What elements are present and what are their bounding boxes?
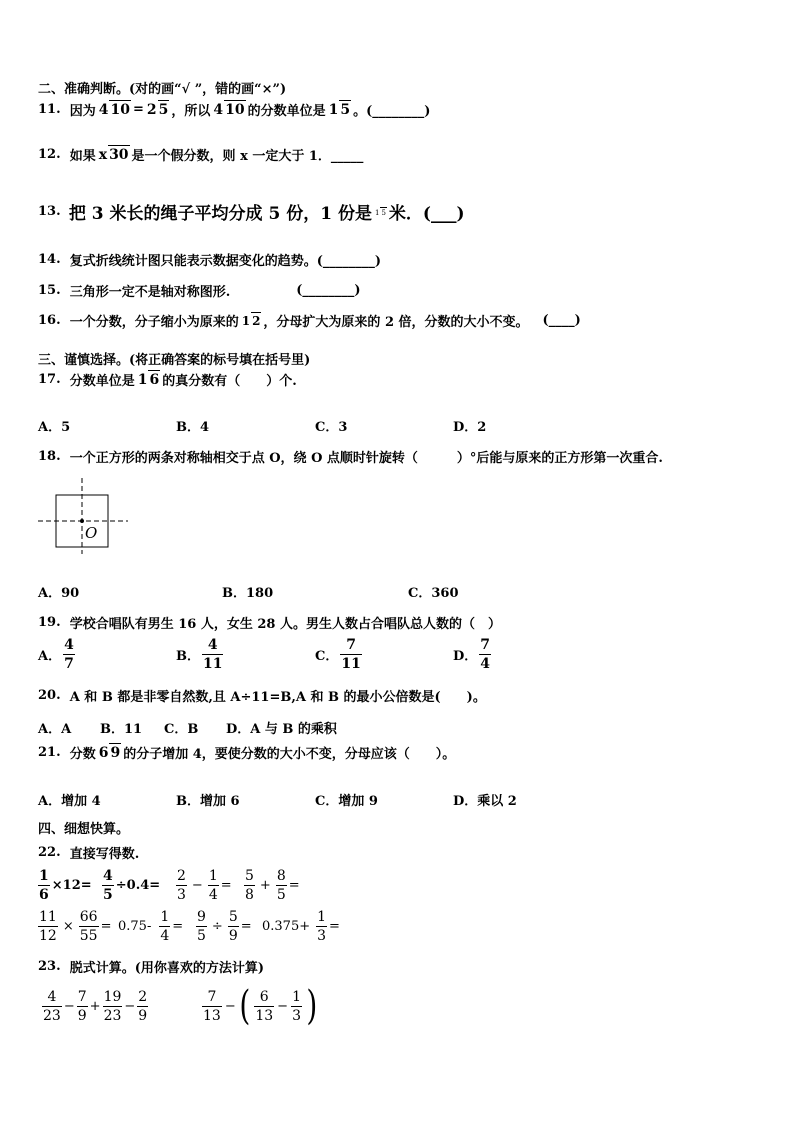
mental-math-item: $\frac{1}{6}$ ×12= [39,868,92,903]
fraction: $\frac{8}{5}$ [276,868,286,903]
fraction: 1 2 [241,314,261,328]
question-number: 20. [38,688,61,703]
option-c[interactable]: C．增加 9 [315,794,378,809]
option-c[interactable]: C．B [164,722,199,737]
answer-blank[interactable]: 复式折线统计图只能表示数据变化的趋势。(________) [69,254,381,269]
left-paren: ( [239,983,251,1029]
mental-math-item: $\frac{2}{3}$ − $\frac{1}{4}$ = [177,868,232,903]
fraction: 1 5 [374,208,386,217]
fraction: 2 5 [146,102,169,118]
fraction: $\frac{6}{13}$ [255,988,274,1024]
fraction: $\frac{7}{9}$ [77,989,87,1024]
option-a[interactable]: A．5 [38,420,71,435]
fraction: $\frac{66}{55}$ [79,909,98,944]
fraction: $\frac{1}{4}$ [160,909,170,944]
question-number: 18. [38,449,61,464]
mental-math-item: $\frac{11}{12}$ × $\frac{66}{55}$ = [39,909,112,944]
mental-math-item: $\frac{4}{5}$ ÷0.4= [103,868,161,903]
option-d[interactable]: D．A 与 B 的乘积 [226,722,337,737]
fraction: 4 10 [98,102,130,118]
fraction: $\frac{1}{6}$ [39,868,49,903]
section-title-3 [38,349,310,368]
fraction: $\frac{11}{12}$ [39,909,57,944]
question-12: 12. 如果 x 30 是一个假分数，则 x 一定大于 1．_____ [38,147,364,164]
option-b[interactable]: B．增加 6 [176,794,240,809]
fraction: $\frac{5}{9}$ [228,909,238,944]
answer-blank[interactable]: 。(________) [353,104,431,119]
option-d[interactable]: D．乘以 2 [453,794,517,809]
expression-2: $\frac{7}{13}$ − ( $\frac{6}{13}$ − $\frac{1}{3}$ ) [203,983,318,1029]
option-a[interactable]: A．增加 4 [38,794,101,809]
question-number: 16. [38,313,61,328]
question-20: 20. A 和 B 都是非零自然数,且 A÷11=B,A 和 B 的最小公倍数是( )。 [38,688,486,705]
question-16: 16. 一个分数，分子缩小为原来的 1 2 ，分母扩大为原来的 2 倍，分数的大小不变。 (____) [38,313,581,330]
fraction: $\frac{19}{23}$ [103,989,122,1024]
expression-1: $\frac{4}{23}$ − $\frac{7}{9}$ + $\frac{19}{23}$ − $\frac{2}{9}$ [43,989,148,1024]
section-title-4 [38,818,129,837]
fraction: $\frac{5}{8}$ [245,868,254,903]
fraction: $\frac{7}{11}$ [341,637,361,672]
section-title-2 [38,78,286,97]
question-number: 22. [38,845,61,860]
question-18: 18. 一个正方形的两条对称轴相交于点 O，绕 O 点顺时针旋转（ ）°后能与原来的正方形第一次重合. [38,449,663,466]
question-21: 21. 分数 6 9 的分子增加 4，要使分数的大小不变，分母应该（ ）。 [38,745,456,762]
mental-math-item: 0.375+ $\frac{1}{3}$ = [262,909,340,944]
option-a[interactable]: A．A [38,722,72,737]
fraction: $\frac{2}{3}$ [177,868,186,903]
option-b[interactable]: B．180 [222,586,274,601]
fraction: 1 6 [137,372,160,388]
mental-math-item: $\frac{9}{5}$ ÷ $\frac{5}{9}$ = [197,909,252,944]
option-d[interactable]: D． $\frac{7}{4}$ [453,637,491,672]
fraction: $\frac{2}{9}$ [138,989,148,1024]
option-a[interactable]: A．90 [38,586,80,601]
fraction: $\frac{7}{13}$ [203,988,221,1024]
question-15: 15. 三角形一定不是轴对称图形. (________) [38,283,361,300]
option-d[interactable]: D．2 [453,420,487,435]
option-b[interactable]: B．4 [176,420,210,435]
question-13: 13. 把 3 米长的绳子平均分成 5 份，1 份是 1 5 米．(___) [38,199,465,224]
question-17: 17. 分数单位是 1 6 的真分数有（ ）个. [38,372,297,389]
fraction: $\frac{9}{5}$ [197,909,206,944]
fraction: 4 10 [213,102,245,118]
question-23: 23. 脱式计算。(用你喜欢的方法计算) [38,959,264,976]
fraction: $\frac{7}{4}$ [480,637,491,672]
square-figure [36,476,132,556]
option-a[interactable]: A． $\frac{4}{7}$ [38,637,74,672]
question-number: 23. [38,959,61,974]
fraction: $\frac{1}{3}$ [292,988,301,1024]
fraction: $\frac{4}{5}$ [103,868,113,903]
mental-math-item: $\frac{5}{8}$ + $\frac{8}{5}$ = [245,868,300,903]
answer-blank[interactable]: 是一个假分数，则 x 一定大于 1．_____ [131,149,364,164]
fraction: x 30 [98,147,129,163]
question-number: 13. [38,204,61,219]
question-number: 19. [38,615,61,630]
section-title-text: 四、细想快算。 [38,822,130,837]
question-number: 17. [38,372,61,387]
option-c[interactable]: C． $\frac{7}{11}$ [315,637,361,672]
question-number: 12. [38,147,61,162]
mental-math-item: 0.75- $\frac{1}{4}$ = [118,909,184,944]
answer-blank[interactable]: 米．(___) [388,204,465,224]
fraction: $\frac{1}{3}$ [317,909,327,944]
answer-blank[interactable]: (____) [542,313,581,328]
option-b[interactable]: B． $\frac{4}{11}$ [176,637,223,672]
fraction: 1 5 [328,102,351,118]
question-22: 22. 直接写得数. [38,845,140,862]
fraction: $\frac{4}{23}$ [43,989,61,1024]
answer-blank[interactable]: (________) [296,283,361,298]
option-c[interactable]: C．3 [315,420,348,435]
question-19: 19. 学校合唱队有男生 16 人，女生 28 人。男生人数占合唱队总人数的（ ） [38,615,501,632]
question-11: 11. 因为 4 10 = 2 5 ，所以 4 10 的分数单位是 1 5 。(________) [38,102,431,119]
fraction: $\frac{1}{4}$ [208,868,218,903]
question-number: 15. [38,283,61,298]
option-b[interactable]: B．11 [100,722,143,737]
right-paren: ) [306,983,318,1029]
section-title-text: 三、谨慎选择。(将正确答案的标号填在括号里) [38,353,311,368]
section-title-text: 二、准确判断。(对的画“√ ”，错的画“×”) [38,82,287,97]
fraction: $\frac{4}{11}$ [203,637,223,672]
center-label: O [85,524,98,542]
option-c[interactable]: C．360 [408,586,459,601]
fraction: 6 9 [98,745,121,761]
question-number: 21. [38,745,61,760]
fraction: $\frac{4}{7}$ [64,637,74,672]
question-14 [38,250,381,269]
center-point [80,519,84,523]
question-number: 14. [38,252,61,267]
question-number: 11. [38,102,61,117]
